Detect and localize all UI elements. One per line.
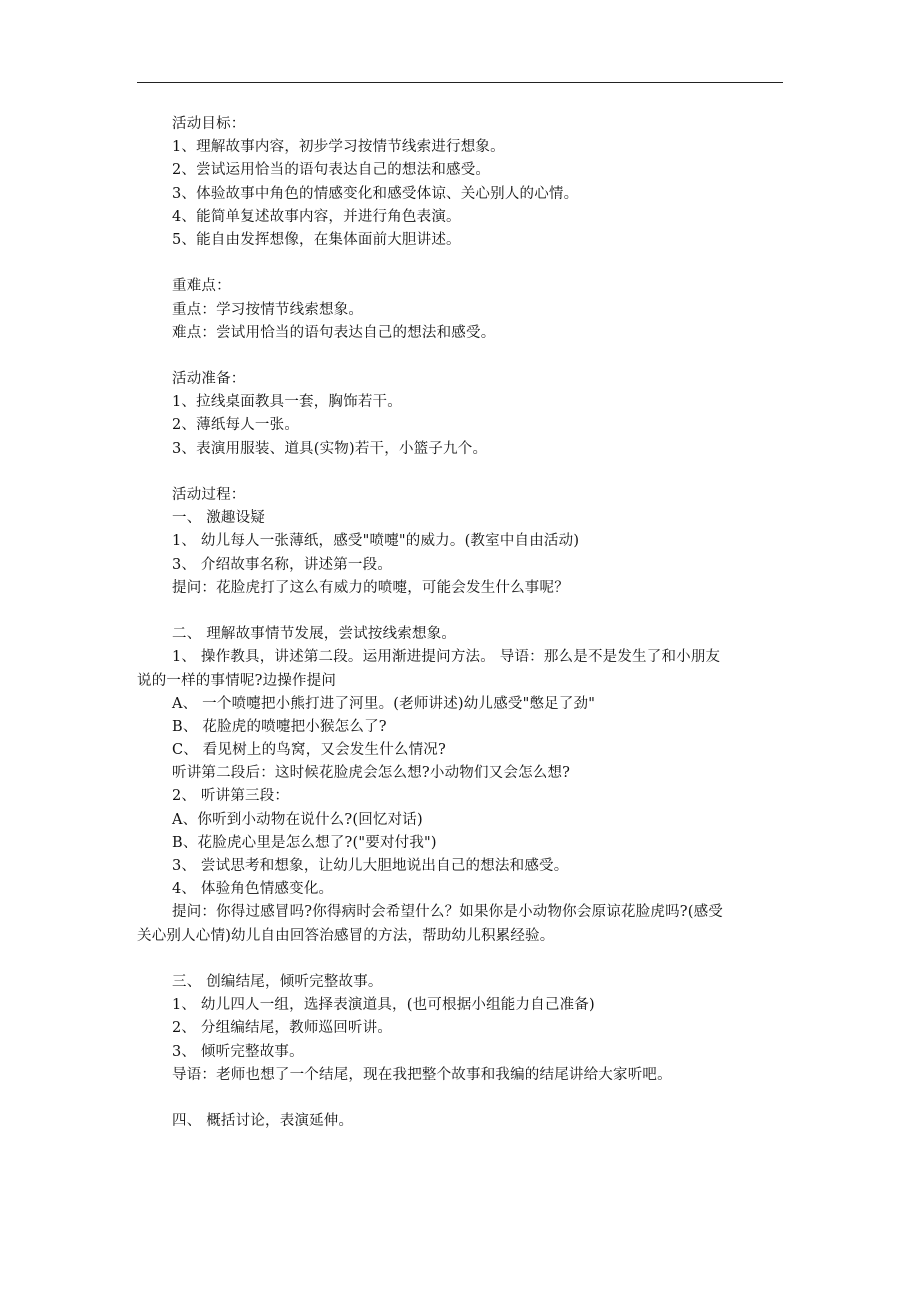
process-step-2-title: 二、 理解故事情节发展，尝试按线索想象。 <box>172 626 457 643</box>
process-subitem: B、 花脸虎的喷嚏把小猴怎么了? <box>172 718 387 735</box>
process-question-continuation: 关心别人心情)幼儿自由回答治感冒的方法，帮助幼儿积累经验。 <box>137 927 555 944</box>
preparation-item: 2、薄纸每人一张。 <box>172 417 300 434</box>
process-item: 3、 倾听完整故事。 <box>172 1043 304 1060</box>
preparation-item: 1、拉线桌面教具一套，胸饰若干。 <box>172 394 402 411</box>
goal-item: 5、能自由发挥想像，在集体面前大胆讲述。 <box>172 231 461 248</box>
process-item: 2、 听讲第三段： <box>172 788 290 805</box>
process-item-continuation: 说的一样的事情呢?边操作提问 <box>137 672 337 689</box>
paragraph-gap <box>137 600 787 623</box>
section-heading-process: 活动过程： <box>172 487 246 503</box>
header-rule <box>137 82 783 83</box>
process-step-4-title: 四、 概括讨论，表演延伸。 <box>172 1113 354 1130</box>
process-item: 3、 尝试思考和想象，让幼儿大胆地说出自己的想法和感受。 <box>172 858 569 874</box>
key-point-item: 难点：尝试用恰当的语句表达自己的想法和感受。 <box>172 324 496 341</box>
preparation-item: 3、表演用服装、道具(实物)若干，小篮子九个。 <box>172 440 488 457</box>
section-heading-goals: 活动目标： <box>172 116 246 132</box>
goal-item: 4、能简单复述故事内容，并进行角色表演。 <box>172 208 461 225</box>
process-item: 4、 体验角色情感变化。 <box>172 881 334 898</box>
goal-item: 3、体验故事中角色的情感变化和感受体谅、关心别人的心情。 <box>172 185 579 202</box>
process-guidance: 导语：老师也想了一个结尾，现在我把整个故事和我编的结尾讲给大家听吧。 <box>172 1066 672 1083</box>
process-question: 提问：花脸虎打了这么有威力的喷嚏，可能会发生什么事呢？ <box>172 579 569 596</box>
key-point-item: 重点：学习按情节线索想象。 <box>172 301 364 318</box>
process-step-3-title: 三、 创编结尾，倾听完整故事。 <box>172 973 383 990</box>
paragraph-gap <box>137 461 787 484</box>
process-subitem: A、 一个喷嚏把小熊打进了河里。(老师讲述)幼儿感受"憋足了劲" <box>172 695 596 712</box>
paragraph-gap <box>137 948 787 971</box>
section-heading-key-points: 重难点： <box>172 278 231 295</box>
paragraph-gap <box>137 252 787 275</box>
process-subitem: C、 看见树上的鸟窝，又会发生什么情况? <box>172 742 446 759</box>
process-step-1-title: 一、 激趣设疑 <box>172 510 266 527</box>
section-heading-preparation: 活动准备： <box>172 371 246 388</box>
process-item: 1、 幼儿每人一张薄纸，感受"喷嚏"的威力。(教室中自由活动) <box>172 533 580 550</box>
process-item: 2、 分组编结尾，教师巡回听讲。 <box>172 1020 393 1037</box>
process-question: 听讲第二段后：这时候花脸虎会怎么想?小动物们又会怎么想? <box>172 765 571 782</box>
process-subitem: B、花脸虎心里是怎么想了?("要对付我") <box>172 834 437 851</box>
paragraph-gap <box>137 1087 787 1110</box>
document-body <box>137 113 787 1133</box>
process-item: 1、 操作教具，讲述第二段。运用渐进提问方法。 导语：那么是不是发生了和小朋友 <box>172 649 721 666</box>
process-question: 提问：你得过感冒吗?你得病时会希望什么？如果你是小动物你会原谅花脸虎吗?(感受 <box>172 904 724 921</box>
process-item: 1、 幼儿四人一组，选择表演道具，(也可根据小组能力自己准备) <box>172 997 595 1014</box>
goal-item: 2、尝试运用恰当的语句表达自己的想法和感受。 <box>172 162 491 179</box>
process-subitem: A、你听到小动物在说什么?(回忆对话) <box>172 811 423 828</box>
goal-item: 1、理解故事内容，初步学习按情节线索进行想象。 <box>172 139 505 156</box>
paragraph-gap <box>137 345 787 368</box>
process-item: 3、 介绍故事名称，讲述第一段。 <box>172 556 393 573</box>
